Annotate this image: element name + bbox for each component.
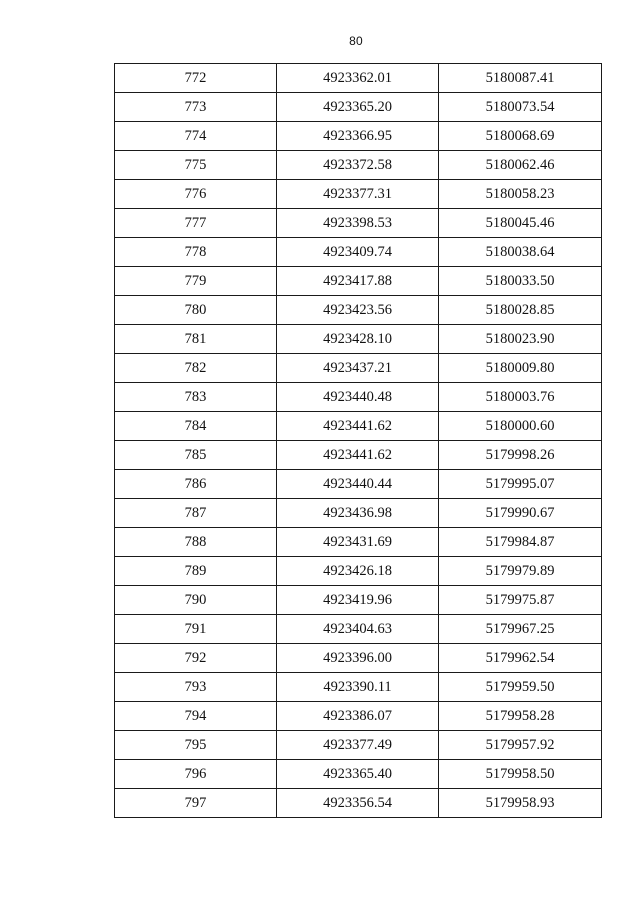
- y-coordinate-cell: 5179958.28: [439, 702, 602, 731]
- y-coordinate-cell: 5180058.23: [439, 180, 602, 209]
- table-row: [115, 441, 602, 470]
- x-coordinate-cell: 4923377.49: [277, 731, 439, 760]
- x-coordinate-cell: 4923409.74: [277, 238, 439, 267]
- x-coordinate-cell: 4923426.18: [277, 557, 439, 586]
- y-coordinate-cell: 5180023.90: [439, 325, 602, 354]
- point-number-cell: 792: [115, 644, 277, 673]
- table-row: [115, 209, 602, 238]
- table-row: [115, 325, 602, 354]
- point-number-cell: 793: [115, 673, 277, 702]
- y-coordinate-cell: 5179990.67: [439, 499, 602, 528]
- coordinates-table: [114, 63, 602, 818]
- x-coordinate-cell: 4923423.56: [277, 296, 439, 325]
- y-coordinate-cell: 5179995.07: [439, 470, 602, 499]
- y-coordinate-cell: 5179959.50: [439, 673, 602, 702]
- y-coordinate-cell: 5180000.60: [439, 412, 602, 441]
- y-coordinate-cell: 5179975.87: [439, 586, 602, 615]
- table-row: [115, 412, 602, 441]
- y-coordinate-cell: 5180073.54: [439, 93, 602, 122]
- table-row: [115, 528, 602, 557]
- point-number-cell: 774: [115, 122, 277, 151]
- x-coordinate-cell: 4923365.40: [277, 760, 439, 789]
- x-coordinate-cell: 4923362.01: [277, 64, 439, 93]
- point-number-cell: 777: [115, 209, 277, 238]
- point-number-cell: 782: [115, 354, 277, 383]
- y-coordinate-cell: 5179958.50: [439, 760, 602, 789]
- point-number-cell: 783: [115, 383, 277, 412]
- x-coordinate-cell: 4923386.07: [277, 702, 439, 731]
- table-row: [115, 673, 602, 702]
- page-number: 80: [349, 34, 363, 48]
- point-number-cell: 773: [115, 93, 277, 122]
- point-number-cell: 788: [115, 528, 277, 557]
- coordinates-table-body: [115, 64, 602, 818]
- table-row: [115, 702, 602, 731]
- table-row: [115, 122, 602, 151]
- table-row: [115, 760, 602, 789]
- y-coordinate-cell: 5180028.85: [439, 296, 602, 325]
- y-coordinate-cell: 5180038.64: [439, 238, 602, 267]
- x-coordinate-cell: 4923417.88: [277, 267, 439, 296]
- point-number-cell: 785: [115, 441, 277, 470]
- y-coordinate-cell: 5180062.46: [439, 151, 602, 180]
- point-number-cell: 794: [115, 702, 277, 731]
- table-row: [115, 557, 602, 586]
- y-coordinate-cell: 5179998.26: [439, 441, 602, 470]
- x-coordinate-cell: 4923390.11: [277, 673, 439, 702]
- y-coordinate-cell: 5179958.93: [439, 789, 602, 818]
- x-coordinate-cell: 4923440.44: [277, 470, 439, 499]
- point-number-cell: 775: [115, 151, 277, 180]
- table-row: [115, 180, 602, 209]
- point-number-cell: 772: [115, 64, 277, 93]
- point-number-cell: 786: [115, 470, 277, 499]
- point-number-cell: 778: [115, 238, 277, 267]
- x-coordinate-cell: 4923377.31: [277, 180, 439, 209]
- table-row: [115, 731, 602, 760]
- y-coordinate-cell: 5179984.87: [439, 528, 602, 557]
- point-number-cell: 776: [115, 180, 277, 209]
- table-row: [115, 470, 602, 499]
- x-coordinate-cell: 4923419.96: [277, 586, 439, 615]
- y-coordinate-cell: 5180045.46: [439, 209, 602, 238]
- x-coordinate-cell: 4923441.62: [277, 412, 439, 441]
- y-coordinate-cell: 5180003.76: [439, 383, 602, 412]
- point-number-cell: 779: [115, 267, 277, 296]
- table-row: [115, 615, 602, 644]
- table-row: [115, 151, 602, 180]
- point-number-cell: 790: [115, 586, 277, 615]
- y-coordinate-cell: 5180009.80: [439, 354, 602, 383]
- y-coordinate-cell: 5179962.54: [439, 644, 602, 673]
- point-number-cell: 791: [115, 615, 277, 644]
- y-coordinate-cell: 5180033.50: [439, 267, 602, 296]
- x-coordinate-cell: 4923365.20: [277, 93, 439, 122]
- table-row: [115, 383, 602, 412]
- x-coordinate-cell: 4923398.53: [277, 209, 439, 238]
- x-coordinate-cell: 4923436.98: [277, 499, 439, 528]
- point-number-cell: 781: [115, 325, 277, 354]
- x-coordinate-cell: 4923428.10: [277, 325, 439, 354]
- x-coordinate-cell: 4923356.54: [277, 789, 439, 818]
- point-number-cell: 780: [115, 296, 277, 325]
- x-coordinate-cell: 4923372.58: [277, 151, 439, 180]
- y-coordinate-cell: 5180087.41: [439, 64, 602, 93]
- point-number-cell: 784: [115, 412, 277, 441]
- x-coordinate-cell: 4923366.95: [277, 122, 439, 151]
- x-coordinate-cell: 4923404.63: [277, 615, 439, 644]
- table-row: [115, 644, 602, 673]
- table-row: [115, 789, 602, 818]
- point-number-cell: 795: [115, 731, 277, 760]
- point-number-cell: 797: [115, 789, 277, 818]
- table-row: [115, 296, 602, 325]
- point-number-cell: 796: [115, 760, 277, 789]
- x-coordinate-cell: 4923431.69: [277, 528, 439, 557]
- table-row: [115, 586, 602, 615]
- y-coordinate-cell: 5179967.25: [439, 615, 602, 644]
- x-coordinate-cell: 4923396.00: [277, 644, 439, 673]
- point-number-cell: 789: [115, 557, 277, 586]
- y-coordinate-cell: 5179979.89: [439, 557, 602, 586]
- point-number-cell: 787: [115, 499, 277, 528]
- x-coordinate-cell: 4923441.62: [277, 441, 439, 470]
- x-coordinate-cell: 4923440.48: [277, 383, 439, 412]
- y-coordinate-cell: 5180068.69: [439, 122, 602, 151]
- table-row: [115, 354, 602, 383]
- table-row: [115, 93, 602, 122]
- x-coordinate-cell: 4923437.21: [277, 354, 439, 383]
- table-row: [115, 267, 602, 296]
- table-row: [115, 499, 602, 528]
- table-row: [115, 238, 602, 267]
- table-row: [115, 64, 602, 93]
- y-coordinate-cell: 5179957.92: [439, 731, 602, 760]
